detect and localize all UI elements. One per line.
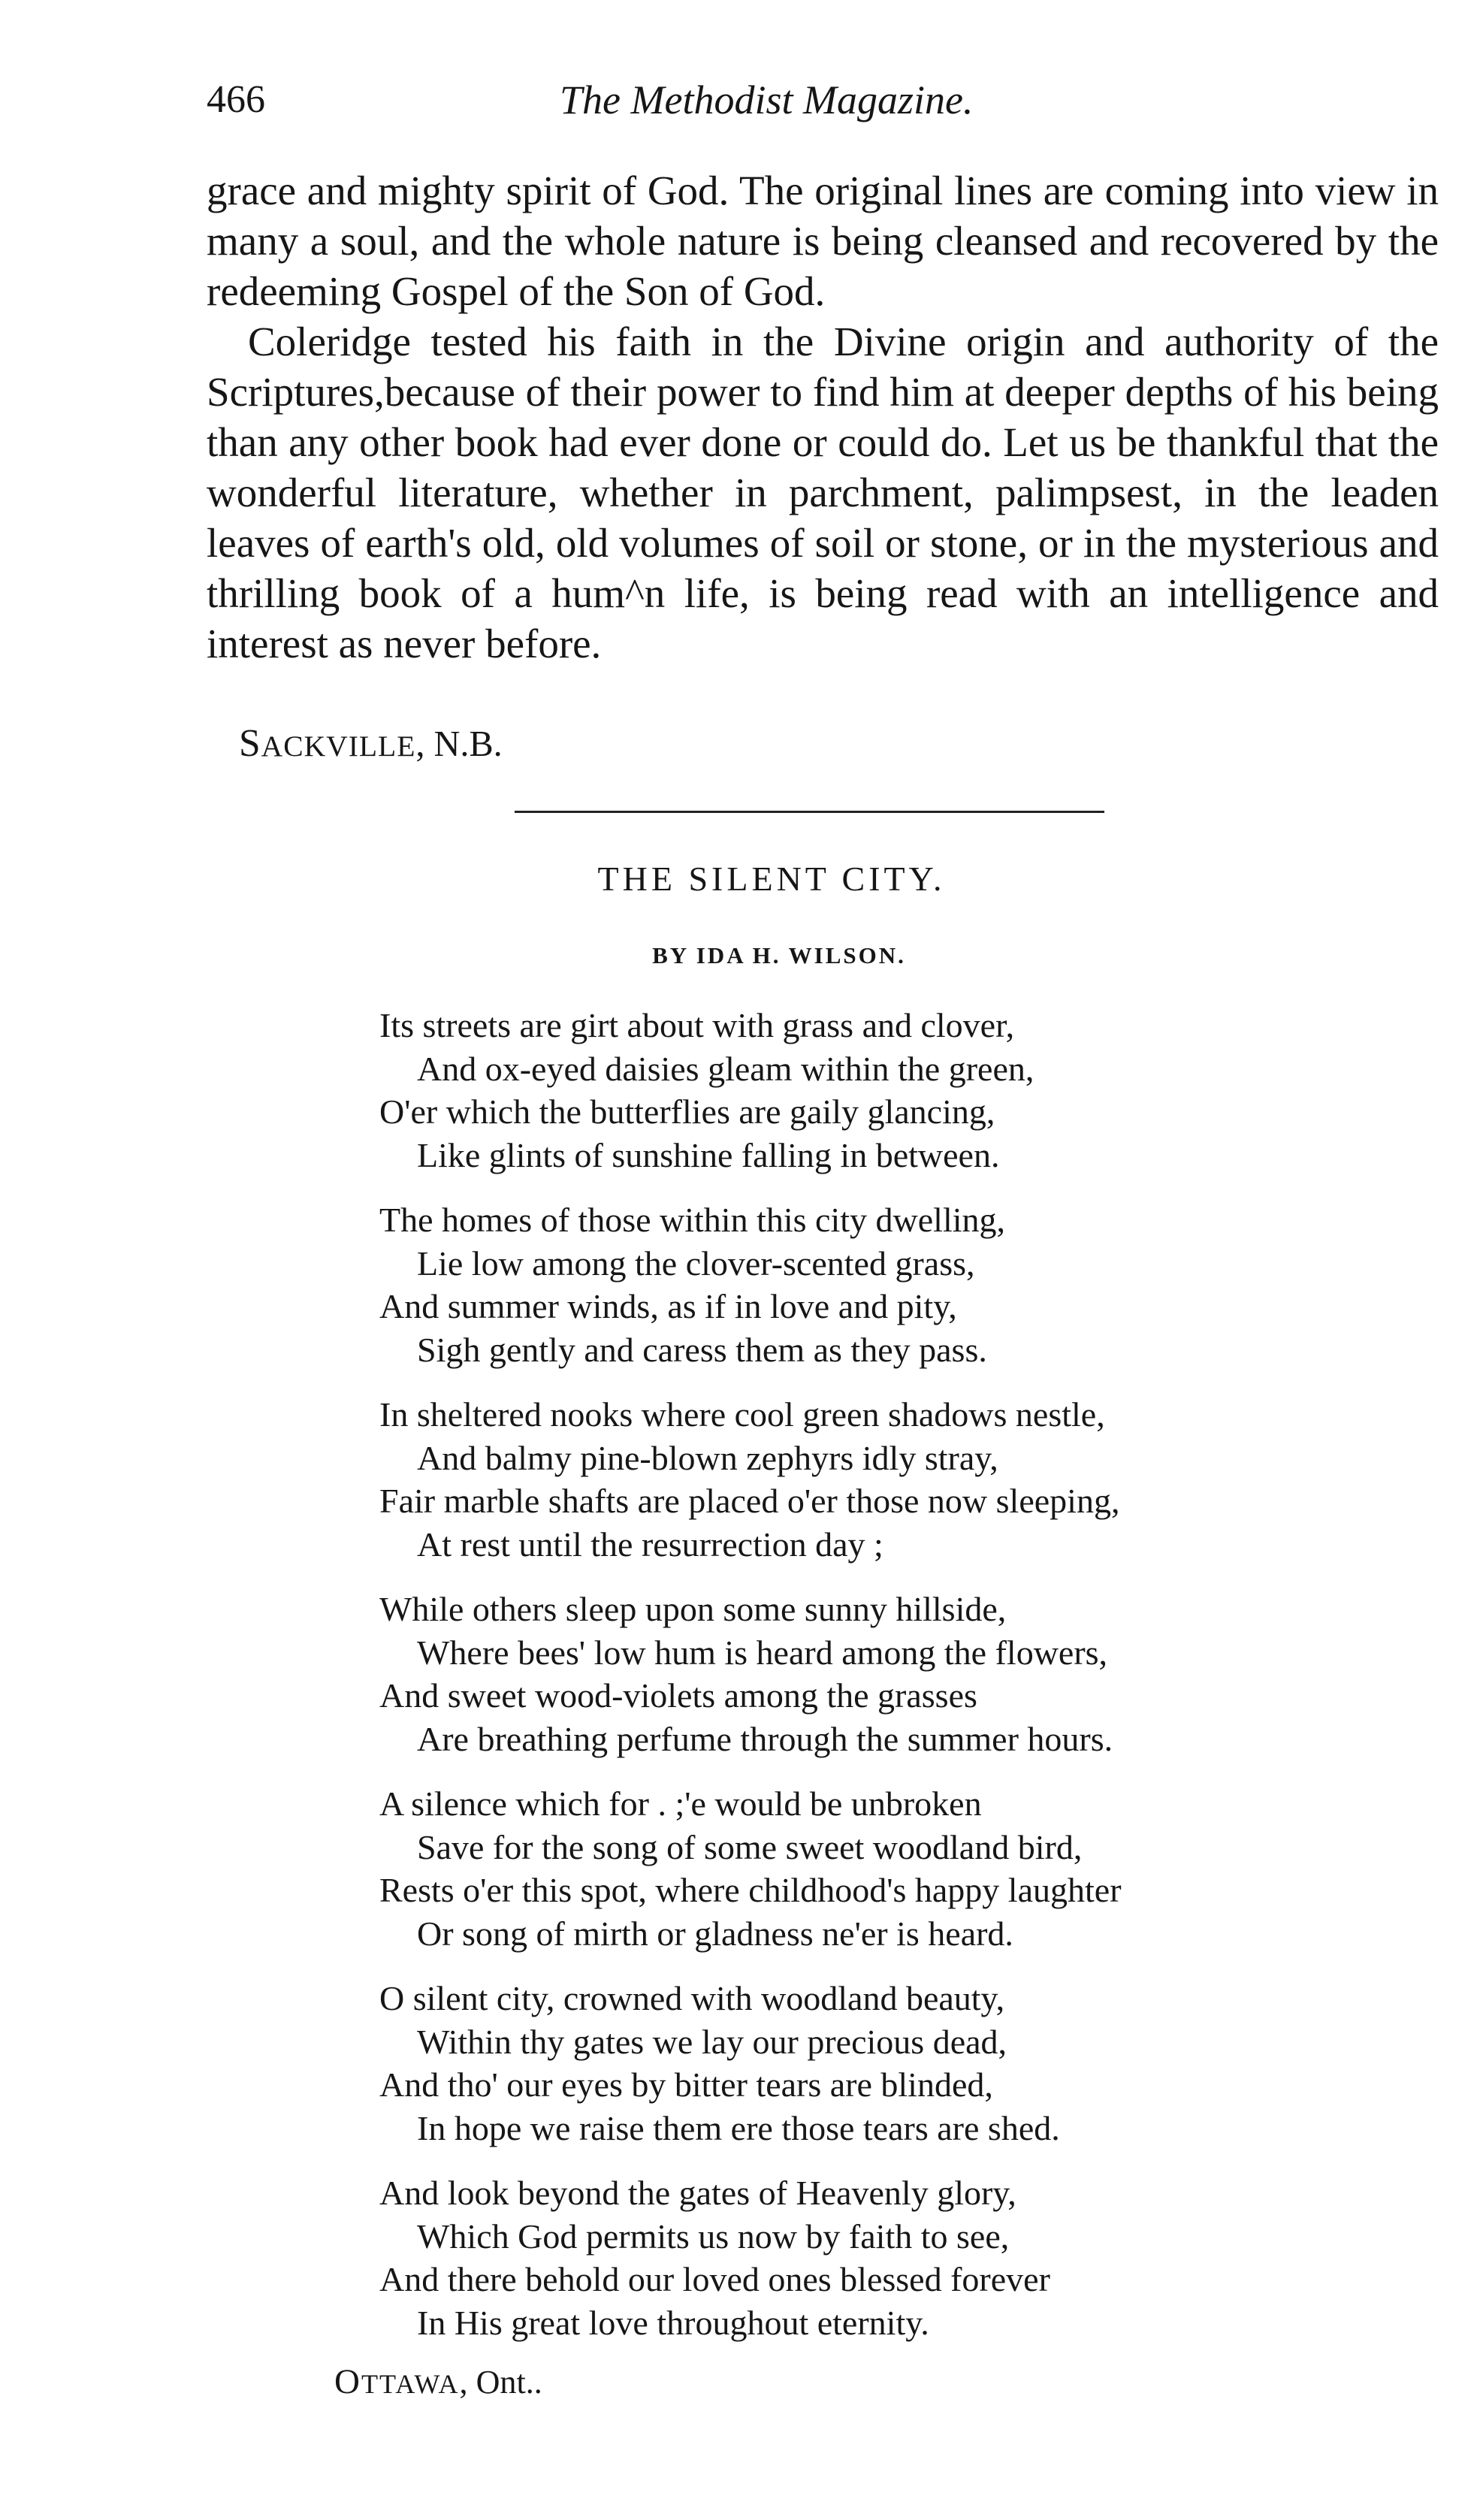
poem-line: And look beyond the gates of Heavenly glory, [379,2174,1016,2212]
poem-line: O'er which the butterflies are gaily glancing, [379,1092,995,1131]
poem-line: O silent city, crowned with woodland beauty, [379,1979,1005,2017]
poem-line: Its streets are girt about with grass and clover, [379,1006,1015,1044]
poem-line: And there behold our loved ones blessed forever [379,2260,1050,2298]
poem-line: Or song of mirth or gladness ne'er is heard. [417,1914,1013,1953]
poem-line: While others sleep upon some sunny hillside, [379,1590,1007,1628]
running-header [207,74,1439,126]
stanza [379,1004,1446,1177]
paragraph: grace and mighty spirit of God. The original lines are coming into view in many a soul, and the whole nature is being cleansed and recovered by the redeeming Gospel of the Son of God. [207,168,1439,314]
poem-line: Like glints of sunshine falling in between. [417,1135,1000,1174]
stanza [379,2171,1446,2344]
journal-title: The Methodist Magazine. [560,77,974,122]
poem-title: THE SILENT CITY. [597,860,946,898]
poem-line: Which God permits us now by faith to see, [417,2216,1010,2256]
poem-line: Are breathing perfume through the summer hours. [417,1719,1113,1758]
poem-line: At rest until the resurrection day ; [417,1524,883,1564]
poem-line: And ox-eyed daisies gleam within the green, [417,1049,1034,1088]
poem-line: A silence which for . ;'e would be unbroken [379,1784,982,1823]
stanza [379,1588,1446,1760]
poem-line: Lie low among the clover-scented grass, [417,1243,975,1283]
poem-line: Rests o'er this spot, where childhood's happy laughter [379,1871,1122,1909]
poem-line: And balmy pine-blown zephyrs idly stray, [417,1438,998,1477]
article-signoff-place: SACKVILLE, N.B. [239,722,503,765]
poem-line: Where bees' low hum is heard among the flowers, [417,1633,1108,1672]
page-number: 466 [207,78,265,121]
poem-line: In hope we raise them ere those tears are shed. [417,2108,1060,2147]
poem-line: Save for the song of some sweet woodland bird, [417,1827,1083,1866]
poem-body [379,1004,1446,2366]
poem-signoff-place: OTTAWA, Ont.. [334,2362,542,2401]
poem-line: In His great love throughout eternity. [417,2303,929,2342]
article-text [207,165,1439,669]
stanza [379,1198,1446,1371]
stanza [379,1393,1446,1566]
poem-line: Within thy gates we lay our precious dead, [417,2022,1007,2061]
poem-line: Sigh gently and caress them as they pass. [417,1330,987,1369]
stanza [379,1977,1446,2150]
poem-author: BY IDA H. WILSON. [652,942,906,968]
poem-line: And tho' our eyes by bitter tears are blinded, [379,2065,993,2104]
poem-line: In sheltered nooks where cool green shadows nestle, [379,1395,1105,1434]
paragraph: Coleridge tested his faith in the Divine origin and authority of the Scriptures,because of their power to find him at deeper depths of his being than any other book had ever done or could do. Let us be thankful that the wonderful literature, whether in parchment, palimpsest, in the leaden leaves of earth's old, old volumes of soil or stone, or in the mysterious and thrilling book of a hum^n life, is being read with an intelligence and interest as never before. [207,319,1439,666]
poem-line: Fair marble shafts are placed o'er those now sleeping, [379,1482,1120,1520]
poem-line: And sweet wood-violets among the grasses [379,1676,977,1715]
section-divider [515,811,1104,813]
poem-line: And summer winds, as if in love and pity, [379,1287,957,1325]
stanza [379,1782,1446,1955]
poem-line: The homes of those within this city dwelling, [379,1201,1006,1239]
